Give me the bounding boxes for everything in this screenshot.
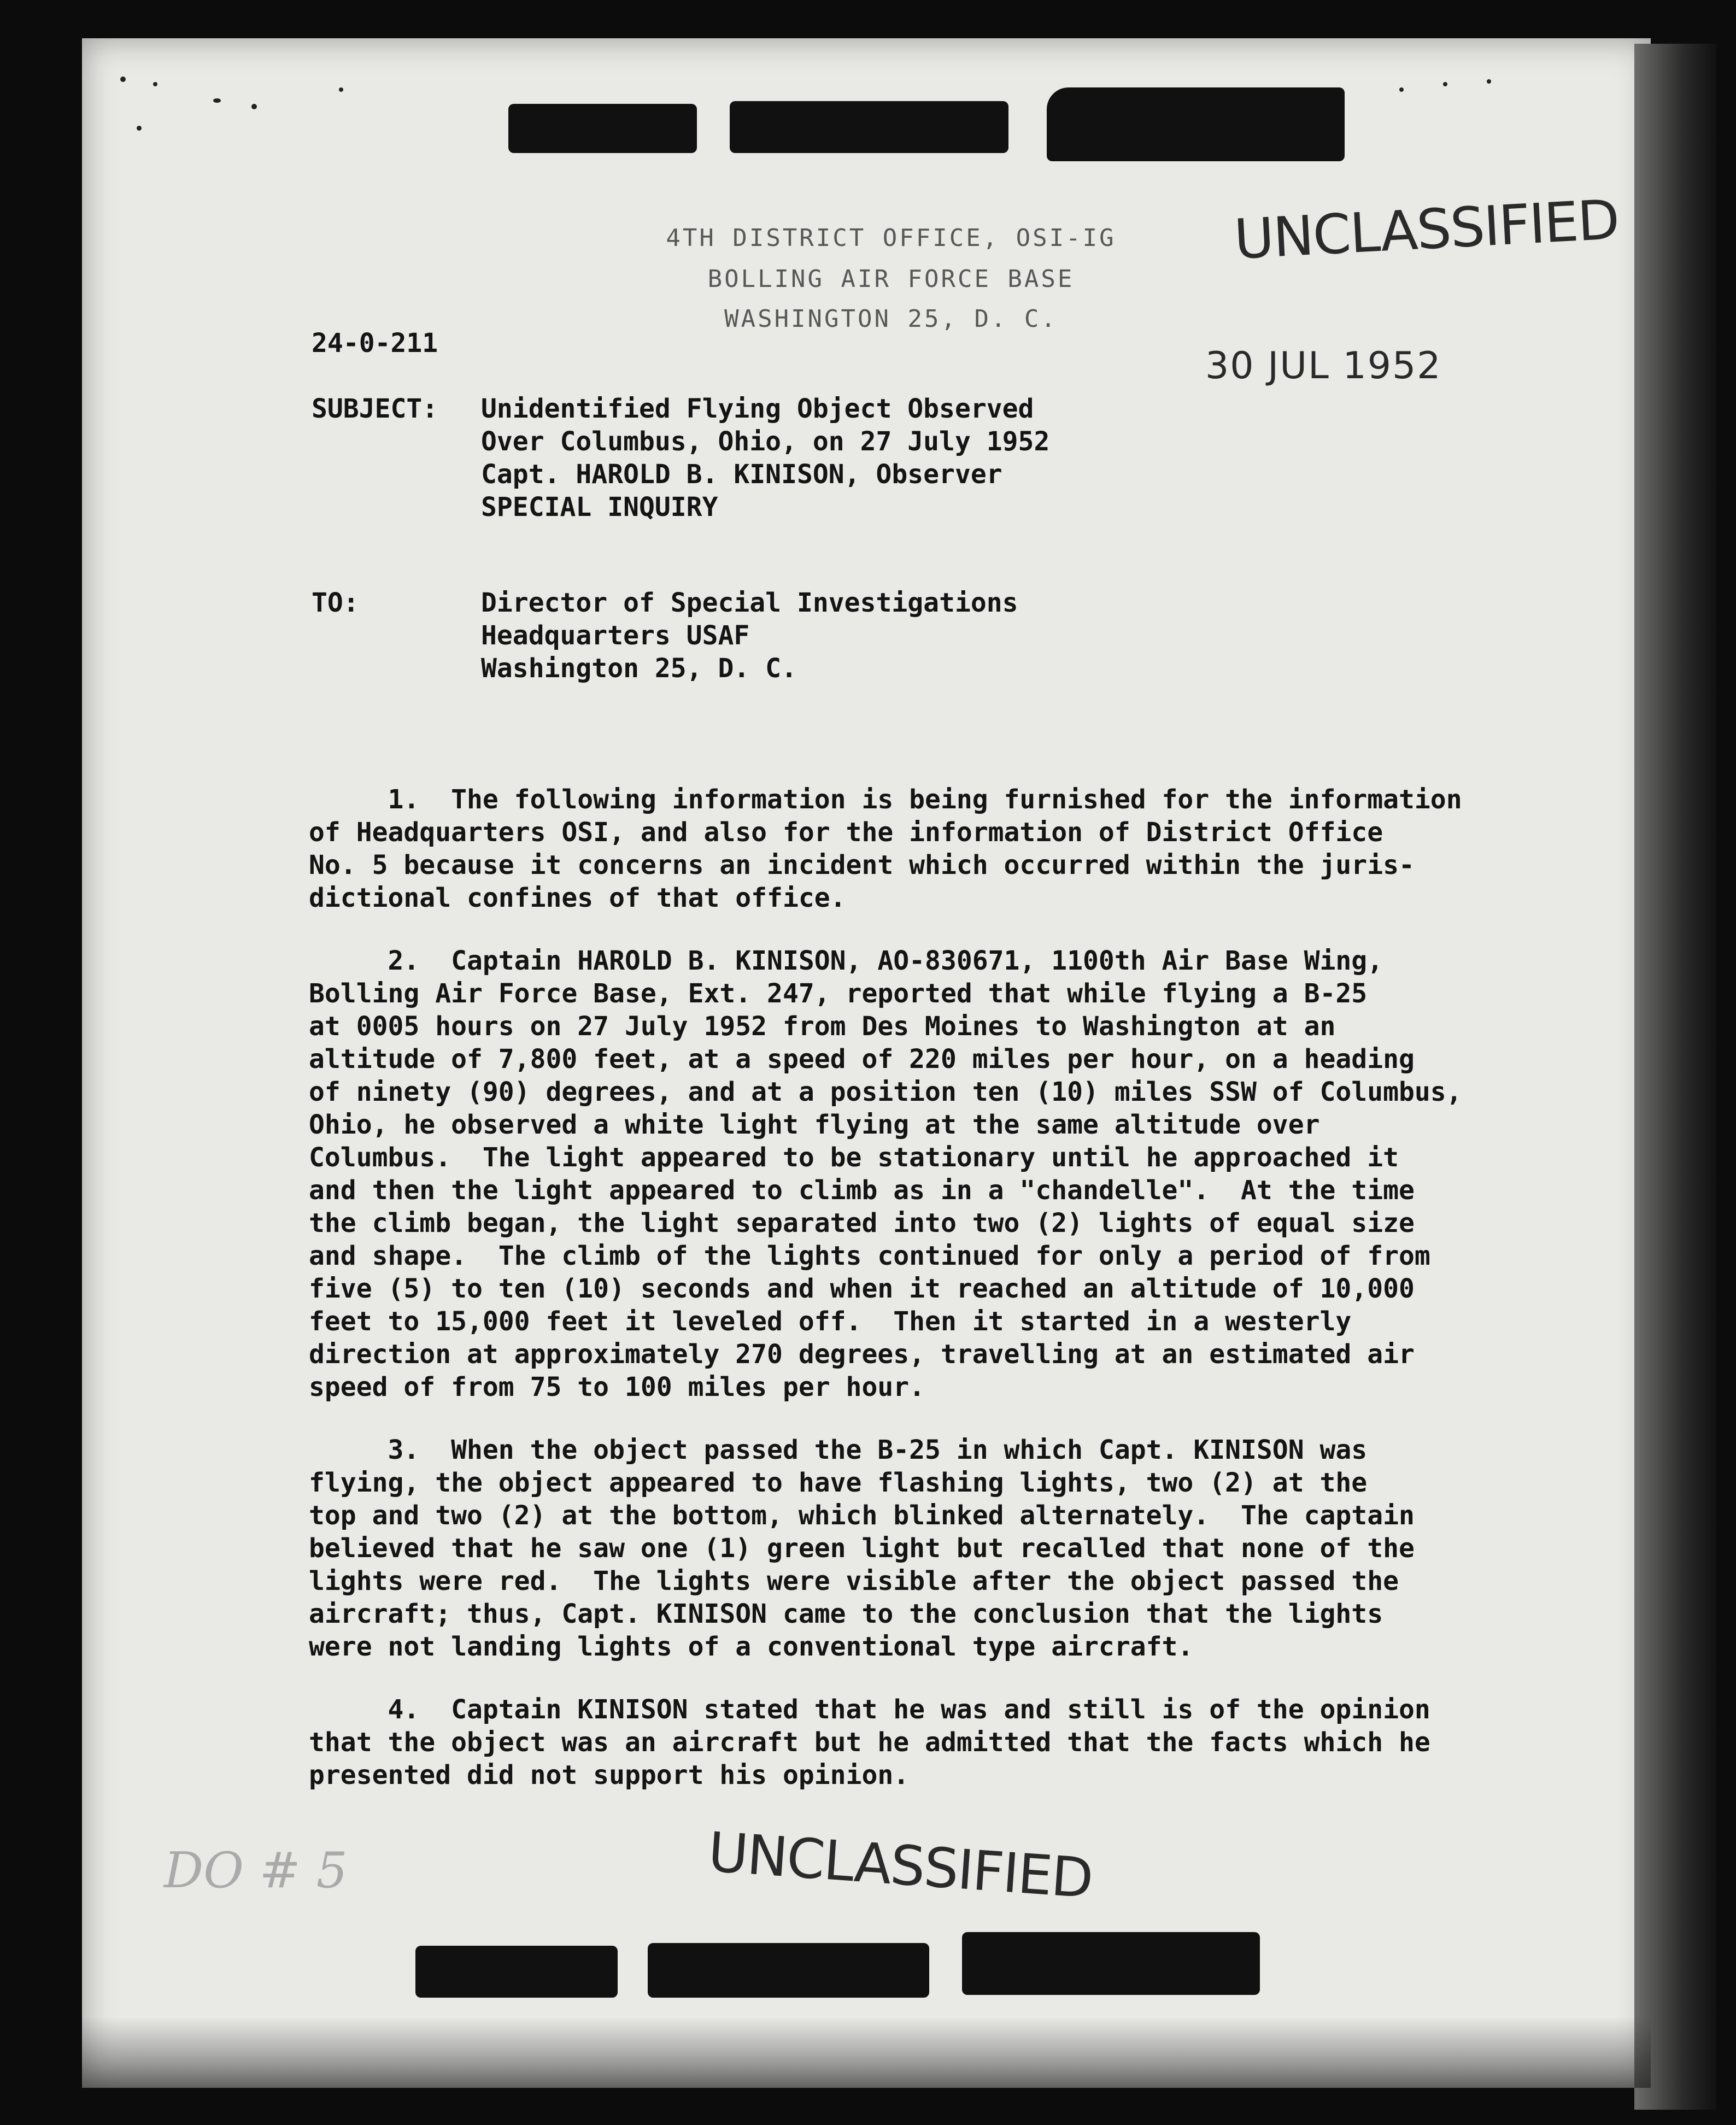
redaction-bar: [1047, 87, 1345, 161]
dust-speck: [120, 77, 126, 82]
letterhead-line-3: WASHINGTON 25, D. C.: [724, 305, 1058, 333]
paragraph-4-line: 4. Captain KINISON stated that he was and still is of the opinion: [309, 1694, 1430, 1725]
paragraph-2-line: 2. Captain HAROLD B. KINISON, AO-830671, 1100th Air Base Wing,: [309, 946, 1383, 976]
paragraph-3-line: aircraft; thus, Capt. KINISON came to the conclusion that the lights: [309, 1599, 1383, 1629]
redaction-bar: [508, 104, 697, 153]
redaction-bar: [648, 1943, 929, 1998]
subject-line: SPECIAL INQUIRY: [481, 492, 718, 523]
letterhead-line-1: 4TH DISTRICT OFFICE, OSI-IG: [666, 224, 1116, 252]
paragraph-4-line: presented did not support his opinion.: [309, 1760, 910, 1791]
to-line: Washington 25, D. C.: [481, 653, 797, 684]
paragraph-3-line: were not landing lights of a conventional type aircraft.: [309, 1631, 1194, 1662]
dust-speck: [153, 82, 157, 86]
paragraph-2-line: at 0005 hours on 27 July 1952 from Des Moines to Washington at an: [309, 1011, 1336, 1042]
paragraph-3-line: believed that he saw one (1) green light but recalled that none of the: [309, 1533, 1415, 1564]
paragraph-1-line: No. 5 because it concerns an incident which occurred within the juris-: [309, 850, 1415, 880]
classification-stamp-bottom: UNCLASSIFIED: [706, 1820, 1095, 1911]
dust-speck: [1399, 87, 1404, 92]
scan-edge-shadow: [1634, 44, 1716, 2110]
dust-speck: [339, 87, 343, 92]
paragraph-4-line: that the object was an aircraft but he admitted that the facts which he: [309, 1727, 1430, 1758]
paragraph-2-line: Bolling Air Force Base, Ext. 247, reported that while flying a B-25: [309, 978, 1368, 1009]
dust-speck: [1487, 79, 1491, 84]
dust-speck: [1443, 82, 1447, 86]
classification-stamp-top: UNCLASSIFIED: [1233, 187, 1621, 272]
paragraph-2-line: Ohio, he observed a white light flying at the same altitude over: [309, 1110, 1320, 1140]
paragraph-3-line: lights were red. The lights were visible after the object passed the: [309, 1566, 1399, 1596]
redaction-bar: [962, 1932, 1260, 1995]
subject-line: Capt. HAROLD B. KINISON, Observer: [481, 459, 1002, 490]
paragraph-2-line: direction at approximately 270 degrees, travelling at an estimated air: [309, 1339, 1415, 1370]
paragraph-2-line: altitude of 7,800 feet, at a speed of 220 miles per hour, on a heading: [309, 1044, 1415, 1075]
paragraph-2-line: five (5) to ten (10) seconds and when it reached an altitude of 10,000: [309, 1273, 1415, 1304]
dust-speck: [213, 98, 221, 103]
date-stamp: 30 JUL 1952: [1205, 344, 1442, 388]
paragraph-2-line: speed of from 75 to 100 miles per hour.: [309, 1372, 925, 1402]
paragraph-1-line: dictional confines of that office.: [309, 883, 846, 913]
paragraph-1-line: 1. The following information is being furnished for the information: [309, 784, 1462, 815]
dust-speck: [137, 126, 142, 131]
subject-label: SUBJECT:: [312, 394, 438, 424]
handwritten-note: DO # 5: [164, 1842, 348, 1899]
paragraph-1-line: of Headquarters OSI, and also for the information of District Office: [309, 817, 1383, 848]
to-line: Headquarters USAF: [481, 620, 750, 651]
paragraph-3-line: flying, the object appeared to have flashing lights, two (2) at the: [309, 1467, 1368, 1498]
redaction-bar: [730, 101, 1008, 153]
subject-line: Over Columbus, Ohio, on 27 July 1952: [481, 426, 1050, 457]
paragraph-2-line: and then the light appeared to climb as in a "chandelle". At the time: [309, 1175, 1415, 1206]
paragraph-2-line: feet to 15,000 feet it leveled off. Then it started in a westerly: [309, 1306, 1352, 1337]
paragraph-3-line: top and two (2) at the bottom, which blinked alternately. The captain: [309, 1500, 1415, 1531]
redaction-bar: [415, 1946, 618, 1998]
paragraph-2-line: Columbus. The light appeared to be stationary until he approached it: [309, 1142, 1399, 1173]
file-number: 24-0-211: [312, 328, 438, 359]
paragraph-2-line: of ninety (90) degrees, and at a position ten (10) miles SSW of Columbus,: [309, 1077, 1462, 1107]
subject-line: Unidentified Flying Object Observed: [481, 394, 1034, 424]
paragraph-2-line: and shape. The climb of the lights continued for only a period of from: [309, 1241, 1430, 1271]
letterhead-line-2: BOLLING AIR FORCE BASE: [707, 265, 1075, 293]
scan-bottom-shadow: [82, 2017, 1651, 2088]
paragraph-2-line: the climb began, the light separated into two (2) lights of equal size: [309, 1208, 1415, 1238]
dust-speck: [251, 104, 257, 109]
to-line: Director of Special Investigations: [481, 588, 1018, 618]
to-label: TO:: [312, 588, 359, 618]
paragraph-3-line: 3. When the object passed the B-25 in which Capt. KINISON was: [309, 1435, 1368, 1465]
